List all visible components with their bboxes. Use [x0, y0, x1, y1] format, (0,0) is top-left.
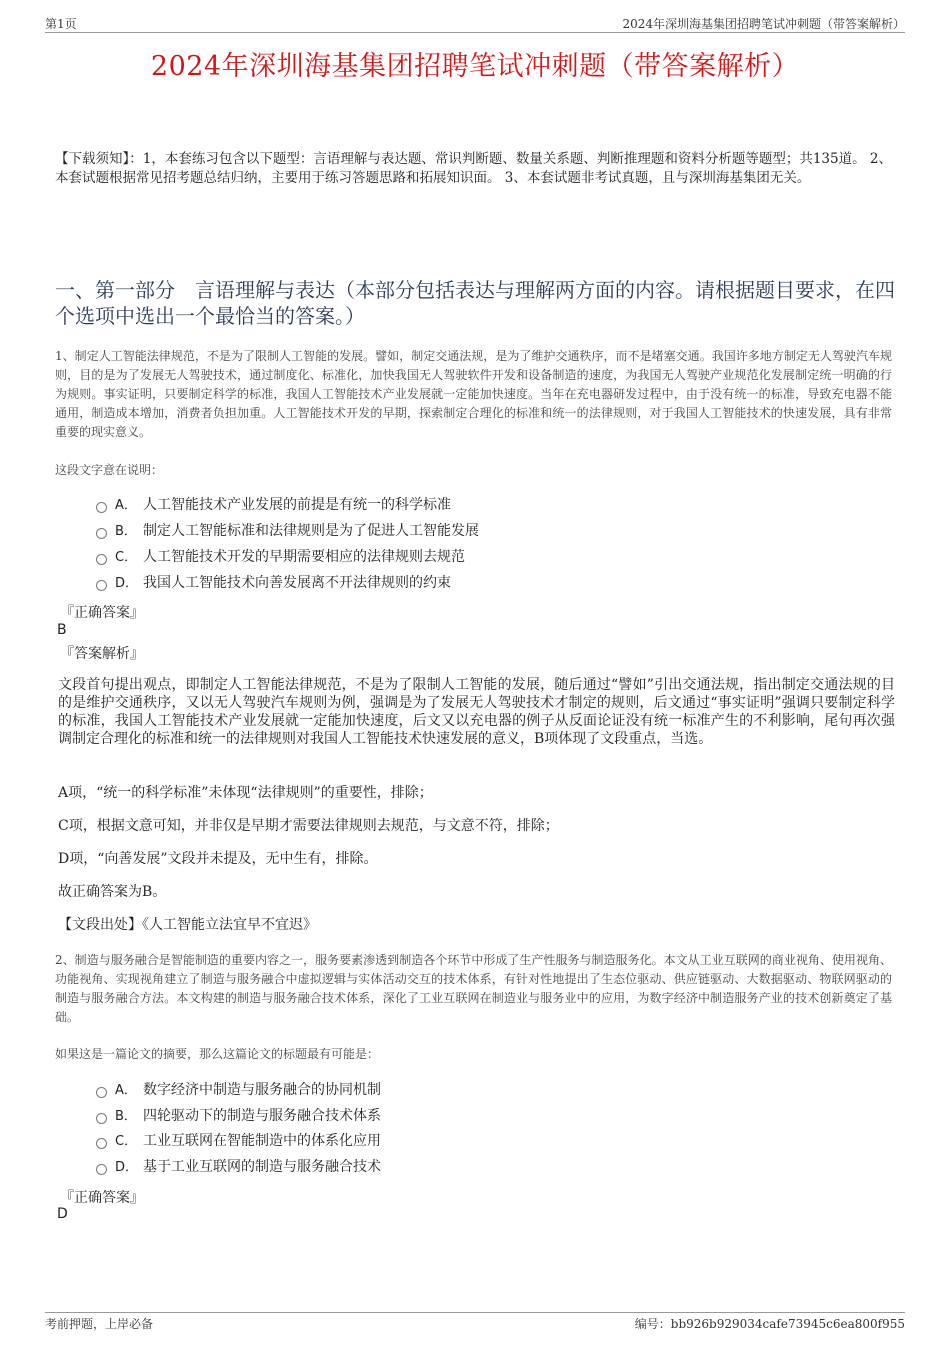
radio-icon[interactable]	[96, 1087, 107, 1098]
question-1-text: 1、制定人工智能法律规范，不是为了限制人工智能的发展。譬如，制定交通法规，是为了维护交通秩序，而不是堵塞交通。我国许多地方制定无人驾驶汽车规则，目的是为了发展无人驾驶技术，通过制度化、标准化，加快我国无人驾驶软件开发和设备制造的速度，为我国无人驾驶产业规范化发展制定统一明确的行为规则。事实证明，只要制定科学的标准，我国人工智能技术产业发展就一定能加快速度。当年在充电器研发过程中，由于没有统一的标准，导致充电器不能通用，制造成本增加，消费者负担加重。人工智能技术开发的早期，探索制定合理化的标准和统一的法律规则，对于我国人工智能技术的快速发展，具有非常重要的现实意义。	[55, 349, 892, 439]
q1-analysis-c: C项，根据文意可知，并非仅是早期才需要法律规则去规范，与文意不符，排除；	[58, 818, 559, 834]
option-text: 人工智能技术开发的早期需要相应的法律规则去规范	[143, 549, 465, 565]
option-letter: C．	[115, 550, 138, 565]
question-2-prompt: 如果这是一篇论文的摘要，那么这篇论文的标题最有可能是：	[55, 1047, 380, 1061]
option-text: 工业互联网在智能制造中的体系化应用	[143, 1133, 381, 1149]
q2-answer: D	[57, 1206, 68, 1222]
q2-option-a[interactable]	[96, 1079, 381, 1101]
radio-icon[interactable]	[96, 1113, 107, 1124]
option-letter: D．	[115, 1160, 139, 1175]
q1-answer-label: 『正确答案』	[60, 605, 144, 621]
option-text: 制定人工智能标准和法律规则是为了促进人工智能发展	[143, 523, 479, 539]
page-number: 第1页	[45, 17, 77, 31]
q1-conclusion: 故正确答案为B。	[58, 884, 167, 900]
option-letter: B．	[115, 1109, 137, 1124]
section-heading: 一、第一部分 言语理解与表达（本部分包括表达与理解两方面的内容。请根据题目要求，在四个选项中选出一个最恰当的答案。）	[55, 278, 895, 328]
q1-option-a[interactable]	[96, 494, 451, 516]
option-letter: D．	[115, 576, 139, 591]
download-notice: 【下载须知】：1，本套练习包含以下题型：言语理解与表达题、常识判断题、数量关系题、判断推理题和资料分析题等题型；共135道。 2、本套试题根据常见招考题总结归纳，主要用于练习答题思路和拓展知识面。 3、本套试题非考试真题，且与深圳海基集团无关。	[55, 151, 892, 186]
q2-answer-label: 『正确答案』	[60, 1190, 144, 1206]
q1-analysis-d: D项，“向善发展”文段并未提及，无中生有，排除。	[58, 851, 378, 867]
radio-icon[interactable]	[96, 580, 107, 591]
q1-analysis-label: 『答案解析』	[60, 646, 144, 662]
q1-source: 【文段出处】《人工智能立法宜早不宜迟》	[58, 917, 317, 933]
option-letter: C．	[115, 1134, 138, 1149]
option-text: 我国人工智能技术向善发展离不开法律规则的约束	[143, 575, 451, 591]
radio-icon[interactable]	[96, 554, 107, 565]
option-letter: A．	[115, 1083, 137, 1098]
q1-option-b[interactable]	[96, 520, 479, 542]
page-header	[45, 14, 905, 33]
radio-icon[interactable]	[96, 1164, 107, 1175]
q1-option-d[interactable]	[96, 572, 451, 594]
q1-analysis-a: A项，“统一的科学标准”未体现“法律规则”的重要性，排除；	[58, 785, 433, 801]
radio-icon[interactable]	[96, 528, 107, 539]
footer-slogan: 考前押题，上岸必备	[45, 1317, 154, 1331]
q1-answer: B	[57, 622, 67, 638]
option-text: 人工智能技术产业发展的前提是有统一的科学标准	[143, 497, 451, 513]
q2-option-d[interactable]	[96, 1156, 381, 1178]
option-text: 四轮驱动下的制造与服务融合技术体系	[143, 1108, 381, 1124]
question-2-text: 2、制造与服务融合是智能制造的重要内容之一，服务要素渗透到制造各个环节中形成了生产性服务与制造服务化。本文从工业互联网的商业视角、使用视角、功能视角、实现视角建立了制造与服务融合中虚拟逻辑与实体活动交互的技术体系，有针对性地提出了生态位驱动、供应链驱动、大数据驱动、物联网驱动的制造与服务融合方法。本文构建的制造与服务融合技术体系，深化了工业互联网在制造业与服务业中的应用，为数字经济中制造服务产业的技术创新奠定了基础。	[55, 953, 892, 1024]
q1-analysis-main: 文段首句提出观点，即制定人工智能法律规范，不是为了限制人工智能的发展，随后通过“譬如”引出交通法规，指出制定交通法规的目的是维护交通秩序，又以无人驾驶汽车规则为例，强调是为了发展无人驾驶技术才制定的规则，后文通过“事实证明”强调只要制定科学的标准，我国人工智能技术产业发展就一定能加快速度，后文又以充电器的例子从反面论证没有统一标准产生的不利影响，尾句再次强调制定合理化的标准和统一的法律规则对我国人工智能技术快速发展的意义，B项体现了文段重点，当选。	[58, 677, 895, 747]
radio-icon[interactable]	[96, 1138, 107, 1149]
question-1-prompt: 这段文字意在说明：	[55, 463, 164, 477]
footer-serial: 编号：bb926b929034cafe73945c6ea800f955	[634, 1317, 905, 1331]
option-letter: A．	[115, 498, 137, 513]
radio-icon[interactable]	[96, 502, 107, 513]
q2-option-b[interactable]	[96, 1105, 381, 1127]
option-text: 基于工业互联网的制造与服务融合技术	[143, 1159, 381, 1175]
document-title: 2024年深圳海基集团招聘笔试冲刺题（带答案解析）	[150, 51, 800, 82]
q2-option-c[interactable]	[96, 1130, 381, 1152]
option-letter: B．	[115, 524, 137, 539]
option-text: 数字经济中制造与服务融合的协同机制	[143, 1082, 381, 1098]
header-doc-title: 2024年深圳海基集团招聘笔试冲刺题（带答案解析）	[622, 17, 905, 31]
q1-option-c[interactable]	[96, 546, 465, 568]
page-footer	[45, 1312, 905, 1331]
